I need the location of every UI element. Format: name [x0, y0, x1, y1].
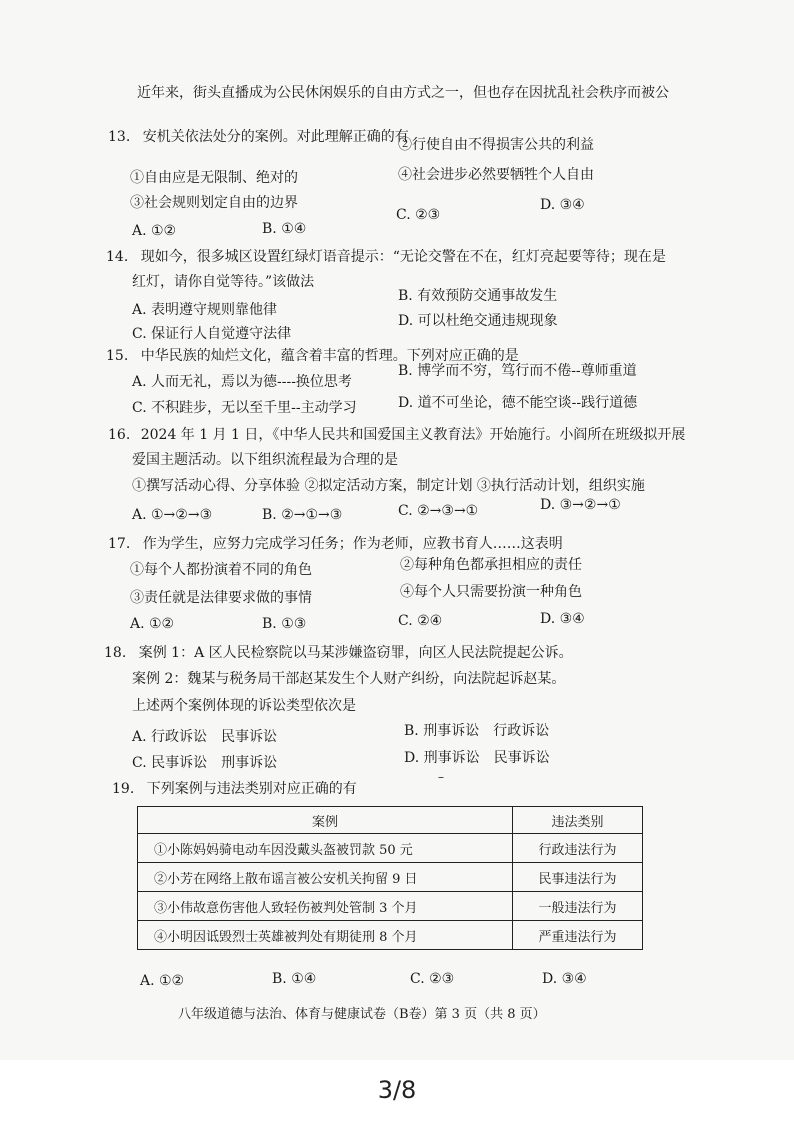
- q19-stem: 下列案例与违法类别对应正确的有: [146, 781, 357, 797]
- q15-choice-d: D. 道不可坐论，德不能空谈--践行道德: [398, 395, 638, 411]
- q18-line-1: [104, 644, 573, 662]
- q14-stem-2: 红灯，请你自觉等待。”该做法: [132, 274, 315, 290]
- table-row: [138, 892, 643, 921]
- page-footer: 八年级道德与法治、体育与健康试卷（B卷）第 3 页（共 8 页）: [178, 1007, 546, 1022]
- q15-choice-b: B. 博学而不穷，笃行而不倦--尊师重道: [398, 363, 637, 379]
- q13-option-2: ②行使自由不得损害公共的利益: [398, 137, 594, 153]
- q17-choice-b: B. ①③: [262, 616, 307, 632]
- q15-choice-a: A. 人而无礼，焉以为德----换位思考: [132, 374, 352, 390]
- table-row: [138, 921, 643, 950]
- q19-choice-d: D. ③④: [542, 971, 587, 987]
- q18-choice-c: C. 民事诉讼 刑事诉讼: [132, 755, 278, 771]
- q17-line-1: [108, 535, 563, 553]
- q15-choice-c: C. 不积跬步，无以至千里--主动学习: [132, 400, 357, 416]
- q13-line: [108, 128, 409, 146]
- q14-choice-d: D. 可以杜绝交通违规现象: [398, 313, 558, 329]
- q16-line-1: [108, 426, 685, 444]
- page-indicator: 3/8: [377, 1076, 417, 1104]
- q17-option-1: ①每个人都扮演着不同的角色: [130, 562, 312, 578]
- category-cell: 行政违法行为: [513, 834, 643, 863]
- q17-option-4: ④每个人只需要扮演一种角色: [400, 584, 582, 600]
- case-cell: ①小陈妈妈骑电动车因没戴头盔被罚款 50 元: [138, 834, 513, 863]
- q18-stem: 上述两个案例体现的诉讼类型依次是: [132, 698, 356, 714]
- q15-stem: 中华民族的灿烂文化，蕴含着丰富的哲理。下列对应正确的是: [140, 348, 519, 364]
- q18-choice-a: A. 行政诉讼 民事诉讼: [132, 729, 278, 745]
- q16-stem-1: 2024 年 1 月 1 日，《中华人民共和国爱国主义教育法》开始施行。小阎所在班级拟开展: [140, 427, 686, 443]
- q16-number: 16.: [108, 427, 131, 443]
- q13-choice-b: B. ①④: [262, 221, 307, 237]
- category-cell: 严重违法行为: [513, 921, 643, 950]
- q17-choice-c: C. ②④: [398, 613, 443, 629]
- table-header-row: [138, 807, 643, 834]
- q16-choice-d: D. ③→②→①: [540, 497, 621, 513]
- q16-choice-b: B. ②→①→③: [262, 507, 343, 523]
- q13-choice-a: A. ①②: [132, 223, 177, 239]
- q17-choice-d: D. ③④: [540, 611, 585, 627]
- q19-line-1: [112, 780, 357, 798]
- category-cell: 一般违法行为: [513, 892, 643, 921]
- case-cell: ④小明因诋毁烈士英雄被判处有期徒刑 8 个月: [138, 921, 513, 950]
- table-row: [138, 834, 643, 863]
- q13-stem: 安机关依法处分的案例。对此理解正确的有: [142, 129, 409, 145]
- q15-number: 15.: [106, 348, 129, 364]
- q13-option-4: ④社会进步必然要牺牲个人自由: [398, 167, 594, 183]
- q19-choice-a: A. ①②: [140, 973, 185, 989]
- q17-stem: 作为学生，应努力完成学习任务；作为老师，应教书育人……这表明: [142, 536, 563, 552]
- q19-choice-c: C. ②③: [410, 971, 455, 987]
- column-header-category: 违法类别: [513, 807, 643, 834]
- table-row: [138, 863, 643, 892]
- category-cell: 民事违法行为: [513, 863, 643, 892]
- q13-choice-c: C. ②③: [396, 207, 441, 223]
- q13-option-3: ③社会规则划定自由的边界: [130, 195, 298, 211]
- q19-choice-b: B. ①④: [272, 971, 317, 987]
- stray-mark: –: [438, 770, 444, 784]
- q16-steps: ①撰写活动心得、分享体验 ②拟定活动方案，制定计划 ③执行活动计划，组织实施: [132, 478, 645, 494]
- q13-option-1: ①自由应是无限制、绝对的: [130, 170, 298, 186]
- q14-line-1: [106, 248, 666, 266]
- q13-number: 13.: [108, 129, 131, 145]
- q14-choice-c: C. 保证行人自觉遵守法律: [132, 326, 292, 342]
- q16-choice-c: C. ②→③→①: [398, 503, 479, 519]
- q17-option-3: ③责任就是法律要求做的事情: [130, 590, 312, 606]
- case-cell: ③小伟故意伤害他人致轻伤被判处管制 3 个月: [138, 892, 513, 921]
- q14-number: 14.: [106, 249, 129, 265]
- q16-choice-a: A. ①→②→③: [132, 507, 213, 523]
- q16-stem-2: 爱国主题活动。以下组织流程最为合理的是: [132, 452, 398, 468]
- q18-choice-b: B. 刑事诉讼 行政诉讼: [404, 723, 550, 739]
- q13-intro-line: 近年来，街头直播成为公民休闲娱乐的自由方式之一，但也存在因扰乱社会秩序而被公: [137, 85, 669, 101]
- q18-number: 18.: [104, 645, 127, 661]
- q18-case-1: 案例 1：A 区人民检察院以马某涉嫌盗窃罪，向区人民法院提起公诉。: [138, 645, 573, 661]
- q17-option-2: ②每种角色都承担相应的责任: [400, 557, 582, 573]
- q17-choice-a: A. ①②: [130, 616, 175, 632]
- q13-choice-d: D. ③④: [540, 197, 585, 213]
- q18-choice-d: D. 刑事诉讼 民事诉讼: [404, 750, 550, 766]
- q17-number: 17.: [108, 536, 131, 552]
- case-cell: ②小芳在网络上散布谣言被公安机关拘留 9 日: [138, 863, 513, 892]
- q14-choice-a: A. 表明遵守规则靠他律: [132, 302, 278, 318]
- column-header-case: 案例: [138, 807, 513, 834]
- q19-number: 19.: [112, 781, 135, 797]
- q19-table: [137, 806, 643, 950]
- q14-stem-1: 现如今，很多城区设置红绿灯语音提示：“无论交警在不在，红灯亮起要等待；现在是: [140, 249, 666, 265]
- q18-case-2: 案例 2：魏某与税务局干部赵某发生个人财产纠纷，向法院起诉赵某。: [132, 671, 566, 687]
- q14-choice-b: B. 有效预防交通事故发生: [398, 288, 558, 304]
